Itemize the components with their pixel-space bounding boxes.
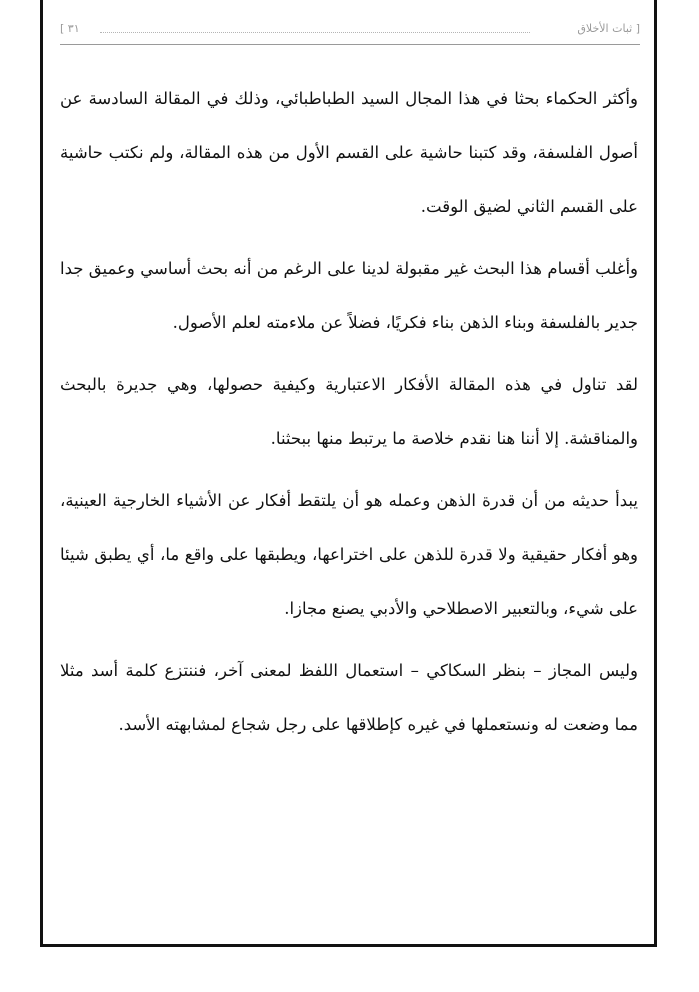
paragraph-5: وليس المجاز – بنظر السكاكي – استعمال اللفظ لمعنى آخر، فننتزع كلمة أسد مثلا مما وضعت له ونستعملها في غيره كإطلاقها على رجل شجاع لمشابهته الأسد. [60,661,638,734]
paragraph-2: وأغلب أقسام هذا البحث غير مقبولة لدينا على الرغم من أنه بحث أساسي وعميق جدا جدير بالفلسفة وبناء الذهن بناء فكريًا، فضلاً عن ملاءمته لعلم الأصول. [60,259,638,332]
header-leader-dots [100,32,530,33]
header-title: [ ثبات الأخلاق [577,22,640,35]
paragraph-4: يبدأ حديثه من أن قدرة الذهن وعمله هو أن يلتقط أفكار عن الأشياء الخارجية العينية، وهو أفكار حقيقية ولا قدرة للذهن على اختراعها، ويطبقها على واقع ما، أي يطبق شيئا على شيء، وبالتعبير الاصطلاحي والأدبي يصنع مجازا. [60,491,638,618]
paragraph-3: لقد تناول في هذه المقالة الأفكار الاعتبارية وكيفية حصولها، وهي جديرة بالبحث والمناقشة. إلا أننا هنا نقدم خلاصة ما يرتبط منها ببحثنا. [60,375,638,448]
running-header [60,20,640,45]
paragraph-1: وأكثر الحكماء بحثا في هذا المجال السيد الطباطبائي، وذلك في المقالة السادسة عن أصول الفلسفة، وقد كتبنا حاشية على القسم الأول من هذه المقالة، ولم نكتب حاشية على القسم الثاني لضيق الوقت. [60,89,638,216]
page-body [60,72,638,760]
page-number: ٣١ ] [60,22,80,35]
